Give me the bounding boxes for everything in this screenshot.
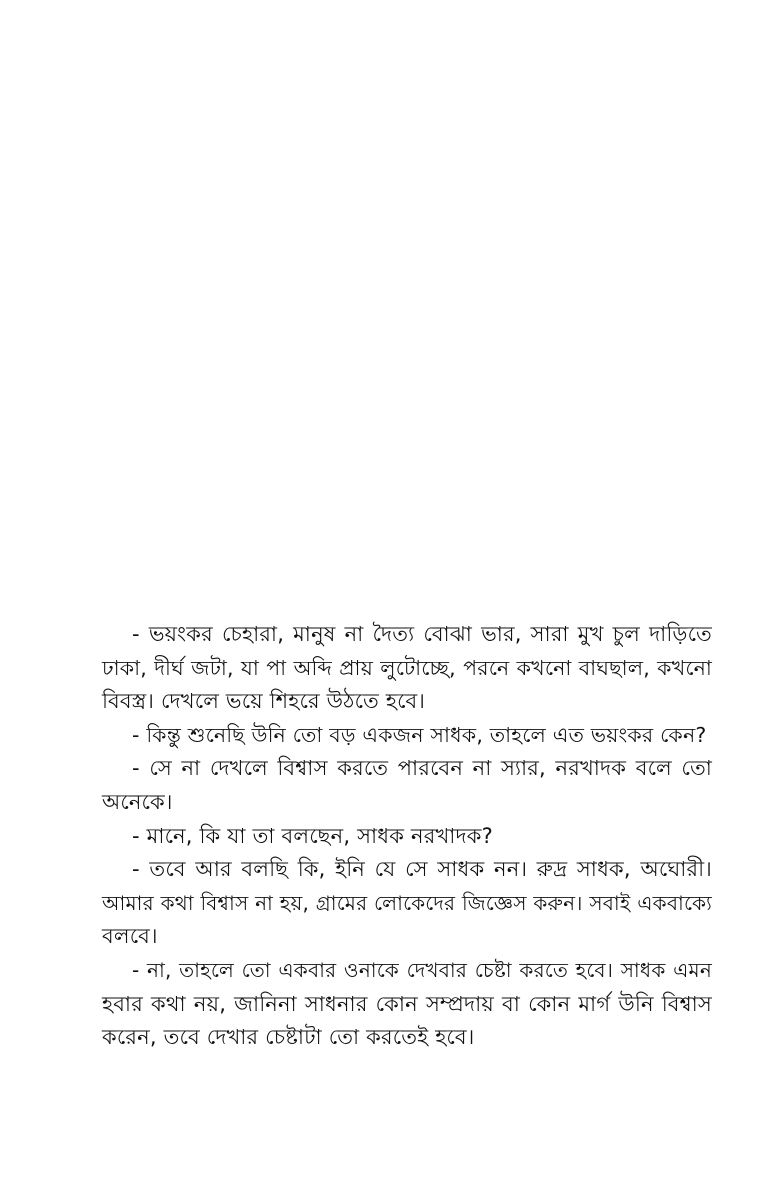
text-line: - কিন্তু শুনেছি উনি তো বড় একজন সাধক, তাহলে এত ভয়ংকর কেন? xyxy=(132,722,707,747)
text-line: - সে না দেখলে বিশ্বাস করতে পারবেন না স্যার, নরখাদক বলে তো xyxy=(132,756,712,781)
text-line: - না, তাহলে তো একবার ওনাকে দেখবার চেষ্টা করতে হবে। সাধক এমন xyxy=(132,957,712,982)
text-line: বলবে। xyxy=(102,924,158,949)
text-line: - মানে, কি যা তা বলছেন, সাধক নরখাদক? xyxy=(132,823,494,848)
text-line: করেন, তবে দেখার চেষ্টাটা তো করতেই হবে। xyxy=(102,1025,475,1050)
text-line: ঢাকা, দীর্ঘ জটা, যা পা অব্দি প্রায় লুটোচ্ছে, পরনে কখনো বাঘছাল, কখনো xyxy=(102,655,712,680)
text-line: বিবস্ত্র। দেখলে ভয়ে শিহরে উঠতে হবে। xyxy=(102,689,426,714)
text-line: - ভয়ংকর চেহারা, মানুষ না দৈত্য বোঝা ভার, সারা মুখ চুল দাড়িতে xyxy=(132,622,712,646)
text-line: হবার কথা নয়, জানিনা সাধনার কোন সম্প্রদায় বা কোন মার্গ উনি বিশ্বাস xyxy=(102,991,712,1016)
body-text xyxy=(102,618,712,1055)
text-line: আমার কথা বিশ্বাস না হয়, গ্রামের লোকেদের জিজ্ঞেস করুন। সবাই একবাক্যে xyxy=(102,890,712,915)
text-line: - তবে আর বলছি কি, ইনি যে সে সাধক নন। রুদ্র সাধক, অঘোরী। xyxy=(132,857,712,882)
text-line: অনেকে। xyxy=(102,789,173,814)
